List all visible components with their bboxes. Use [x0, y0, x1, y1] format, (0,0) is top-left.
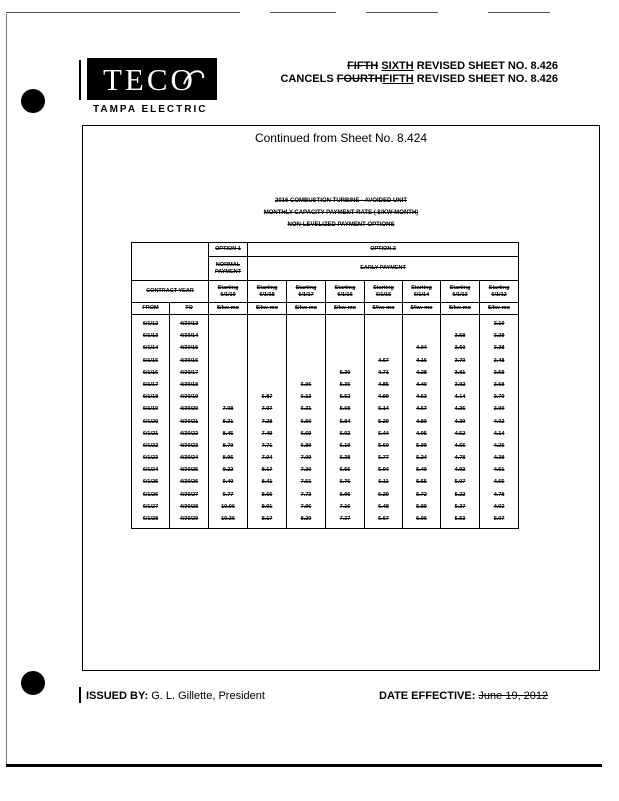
starting-header-3 — [326, 281, 365, 303]
table-cell: 4.71 — [378, 369, 389, 376]
table-cell: 6/1/22 — [142, 442, 159, 449]
table-cell: 5.94 — [378, 467, 389, 474]
table-cell: 6/1/21 — [142, 430, 159, 437]
table-cell: 8.96 — [222, 455, 234, 462]
table-cell: 4.02 — [493, 418, 505, 425]
table-cell: 3.19 — [493, 321, 505, 327]
unit-header-6: $/kw-mo — [441, 303, 480, 315]
table-cell: 6/1/12 — [142, 321, 159, 327]
table-cell — [209, 355, 247, 367]
table-cell — [209, 367, 247, 379]
table-cell: 3.38 — [493, 345, 505, 352]
table-cell: 6/1/20 — [142, 418, 159, 425]
unit-header-1: $/kw-mo — [248, 303, 287, 315]
table-cell: 8.91 — [261, 503, 273, 510]
unit-header-4: $/kw-mo — [365, 303, 403, 315]
table-cell: 5.24 — [416, 455, 427, 462]
logo-swoosh-icon — [181, 64, 207, 94]
table-cell — [365, 330, 402, 342]
issued-by — [86, 690, 265, 702]
table-cell: 7.09 — [300, 455, 312, 462]
table-cell: 3.48 — [493, 357, 505, 364]
table-cell — [365, 342, 402, 354]
table-cell: 9.49 — [222, 479, 234, 486]
unit-header-2: $/kw-mo — [287, 303, 326, 315]
cancels-line — [280, 73, 558, 85]
table-cell: 7.94 — [261, 455, 273, 462]
table-cell: 5.52 — [339, 394, 351, 401]
table-cell: 5.84 — [339, 418, 351, 425]
capacity-payment-table — [131, 242, 519, 529]
table-cell: 6.76 — [339, 479, 351, 486]
table-cell: 5.07 — [454, 479, 466, 486]
table-cell: 4.14 — [493, 430, 505, 437]
scan-top-rule-3 — [366, 12, 438, 13]
table-cell: 7.28 — [261, 418, 273, 425]
rate-column-5 — [403, 315, 441, 529]
table-cell: 4.38 — [493, 455, 505, 462]
table-cell — [248, 330, 286, 342]
starting-date: 6/1/16 — [337, 291, 353, 298]
scan-top-rule-1 — [6, 12, 240, 13]
rate-column-6 — [441, 315, 480, 529]
table-cell: 4/30/14 — [179, 333, 199, 340]
table-cell: 10.06 — [221, 503, 235, 510]
table-cell: 4.28 — [416, 369, 427, 376]
unit-header-0: $/kw-mo — [209, 303, 248, 315]
table-cell: 4.39 — [454, 418, 466, 425]
table-cell — [209, 379, 247, 391]
table-cell: 4.53 — [416, 394, 427, 401]
table-cell: 9.22 — [222, 467, 234, 474]
table-cell: 4/30/29 — [179, 516, 199, 522]
table-cell: 5.36 — [339, 381, 351, 388]
table-cell: 6.19 — [339, 442, 351, 449]
table-cell — [403, 318, 440, 330]
table-cell: 6.67 — [378, 516, 389, 522]
table-cell — [441, 318, 479, 330]
table-cell: 4.93 — [454, 467, 466, 474]
table-title-2: MONTHLY CAPACITY PAYMENT RATE ( $/KW-MONTH) — [263, 210, 419, 216]
option2-header: OPTION 2 — [248, 243, 519, 257]
table-cell: 4.92 — [493, 503, 505, 510]
table-cell: 10.36 — [221, 516, 235, 522]
issued-name: G. L. Gillette, President — [151, 690, 265, 702]
rate-column-7 — [480, 315, 519, 529]
table-cell: 5.53 — [454, 516, 466, 522]
starting-header-7 — [480, 281, 519, 303]
table-cell: 7.37 — [339, 516, 351, 522]
table-cell: 6.06 — [300, 381, 312, 388]
table-cell: 4/30/25 — [179, 467, 199, 474]
punch-hole-bottom — [21, 671, 45, 695]
table-cell: 4/30/16 — [179, 357, 199, 364]
table-cell: 8.17 — [261, 467, 273, 474]
table-cell: 4.26 — [493, 442, 505, 449]
table-cell: 6.13 — [300, 394, 312, 401]
table-cell: 6/1/26 — [142, 491, 159, 498]
table-cell — [326, 355, 364, 367]
footer-side-bar — [79, 687, 81, 703]
table-cell: 5.40 — [416, 467, 427, 474]
table-cell: 3.92 — [454, 381, 466, 388]
starting-label: Starting — [488, 285, 510, 292]
table-cell: 8.21 — [222, 418, 234, 425]
table-cell: 3.90 — [493, 406, 505, 413]
starting-header-5 — [403, 281, 441, 303]
table-cell: 4.26 — [454, 406, 466, 413]
table-cell — [326, 318, 364, 330]
from-header: FROM — [132, 303, 170, 315]
table-cell: 6/1/24 — [142, 467, 159, 474]
table-cell: 3.70 — [454, 357, 466, 364]
table-cell: 4.67 — [378, 357, 389, 364]
rate-column-1 — [248, 315, 287, 529]
table-cell: 3.81 — [454, 369, 466, 376]
table-cell: 6.87 — [261, 394, 273, 401]
table-cell: 7.30 — [300, 467, 312, 474]
table-cell: 6.50 — [300, 418, 312, 425]
starting-date: 6/1/15 — [375, 291, 392, 298]
table-cell: 4/30/13 — [179, 321, 199, 327]
table-cell: 6/1/17 — [142, 381, 159, 388]
table-cell: 3.58 — [493, 369, 505, 376]
normal-payment-header: NORMAL PAYMENT — [209, 257, 248, 281]
sheet-rest: REVISED SHEET NO. 8.426 — [416, 60, 558, 72]
table-cell — [248, 355, 286, 367]
table-cell: 8.41 — [261, 479, 273, 486]
table-cell: 4.67 — [416, 406, 427, 413]
table-cell: 4.14 — [454, 394, 466, 401]
cancels-label: CANCELS — [280, 73, 334, 85]
date-effective — [379, 690, 548, 702]
cancels-old: FOURTH — [336, 73, 383, 85]
table-cell: 4/30/26 — [179, 479, 199, 486]
table-cell: 7.73 — [300, 491, 312, 498]
table-cell: 7.96 — [300, 503, 312, 510]
table-cell: 6/1/14 — [142, 345, 159, 352]
table-cell — [209, 318, 247, 330]
starting-date: 6/1/18 — [259, 291, 275, 298]
table-cell: 4/30/22 — [179, 430, 199, 437]
table-cell: 4/30/23 — [179, 442, 199, 449]
table-cell: 3.68 — [493, 381, 505, 388]
punch-hole-top — [21, 89, 45, 113]
from-column — [132, 315, 170, 529]
table-cell — [209, 330, 247, 342]
table-cell: 5.22 — [454, 491, 466, 498]
unit-header-5: $/kw-mo — [403, 303, 441, 315]
sheet-new: SIXTH — [381, 60, 414, 72]
starting-header-0 — [209, 281, 248, 303]
table-cell: 4.40 — [416, 381, 427, 388]
table-cell — [403, 330, 440, 342]
table-cell: 9.77 — [222, 491, 234, 498]
table-cell: 3.58 — [454, 333, 466, 340]
table-cell: 4.04 — [416, 345, 427, 352]
starting-header-4 — [365, 281, 403, 303]
table-cell — [287, 367, 325, 379]
table-cell: 4.78 — [493, 491, 505, 498]
table-cell: 6.38 — [339, 455, 351, 462]
table-cell: 6/1/23 — [142, 455, 159, 462]
starting-date: 6/1/14 — [413, 291, 430, 298]
table-cell: 5.37 — [454, 503, 466, 510]
table-cell: 6.31 — [300, 406, 312, 413]
table-cell: 4.65 — [454, 442, 466, 449]
starting-header-2 — [287, 281, 326, 303]
logo-subtitle: TAMPA ELECTRIC — [93, 104, 208, 115]
table-cell: 7.16 — [339, 503, 351, 510]
logo-side-bar — [79, 60, 81, 100]
table-cell: 4.99 — [378, 394, 389, 401]
table-cell: 4/30/27 — [179, 491, 199, 498]
table-cell: 3.60 — [454, 345, 466, 352]
table-cell — [365, 318, 402, 330]
table-cell — [248, 342, 286, 354]
table-cell: 5.72 — [416, 491, 427, 498]
table-cell: 4/30/28 — [179, 503, 199, 510]
scan-top-rule-2 — [270, 12, 336, 13]
table-cell: 6.11 — [378, 479, 389, 486]
table-cell: 4.51 — [493, 467, 505, 474]
rate-column-3 — [326, 315, 365, 529]
table-cell: 5.89 — [416, 503, 427, 510]
table-cell: 4/30/15 — [179, 345, 199, 352]
to-column — [170, 315, 209, 529]
table-cell: 6/1/28 — [142, 516, 159, 522]
table-cell: 6/1/19 — [142, 406, 159, 413]
table-cell: 7.71 — [261, 442, 273, 449]
issued-label: ISSUED BY: — [86, 690, 149, 702]
table-cell: 6.29 — [378, 491, 389, 498]
scan-left-edge — [6, 14, 7, 766]
starting-label: Starting — [295, 285, 317, 292]
rate-column-0 — [209, 315, 248, 529]
table-title-3: NON-LEVELIZED PAYMENT OPTIONS — [287, 222, 395, 228]
sheet-old: FIFTH — [347, 60, 379, 72]
table-cell: 7.49 — [261, 430, 273, 437]
table-cell — [326, 342, 364, 354]
table-cell: 4.80 — [416, 418, 427, 425]
table-cell: 6.96 — [339, 491, 351, 498]
table-cell: 3.28 — [493, 333, 505, 340]
table-cell: 6.02 — [339, 430, 351, 437]
table-cell: 8.66 — [261, 491, 273, 498]
rate-column-2 — [287, 315, 326, 529]
table-cell: 6.69 — [300, 430, 312, 437]
table-cell — [209, 391, 247, 403]
table-cell — [287, 355, 325, 367]
table-cell: 8.70 — [222, 442, 234, 449]
starting-date: 6/1/12 — [491, 291, 507, 298]
table-cell: 5.55 — [416, 479, 427, 486]
table-cell: 5.68 — [339, 406, 351, 413]
cancels-new: FIFTH — [382, 73, 414, 85]
table-cell: 6/1/13 — [142, 333, 159, 340]
table-cell: 6/1/16 — [142, 369, 159, 376]
table-cell: 6.56 — [339, 467, 351, 474]
table-cell: 7.08 — [222, 406, 234, 413]
table-cell — [248, 367, 286, 379]
table-cell: 6.89 — [300, 442, 312, 449]
table-cell: 4.85 — [378, 381, 389, 388]
table-cell: 6/1/18 — [142, 394, 159, 401]
table-cell — [248, 379, 286, 391]
unit-header-7: $/kw-mo — [480, 303, 519, 315]
starting-label: Starting — [217, 285, 239, 292]
table-cell: 5.07 — [493, 516, 505, 522]
option1-header: OPTION 1 — [209, 243, 248, 257]
rate-column-4 — [365, 315, 403, 529]
starting-label: Starting — [373, 285, 394, 292]
table-cell: 4/30/24 — [179, 455, 199, 462]
table-cell: 4/30/20 — [179, 406, 199, 413]
table-cell: 6.48 — [378, 503, 389, 510]
table-cell — [248, 318, 286, 330]
to-header: TO — [170, 303, 209, 315]
starting-label: Starting — [334, 285, 356, 292]
starting-header-1 — [248, 281, 287, 303]
scan-top-rule-4 — [488, 12, 550, 13]
table-cell: 4.78 — [454, 455, 466, 462]
table-cell: 4/30/17 — [179, 369, 199, 376]
starting-label: Starting — [411, 285, 432, 292]
table-cell: 8.20 — [300, 516, 312, 522]
table-cell — [287, 342, 325, 354]
table-cell: 4.95 — [416, 430, 427, 437]
table-cell: 5.09 — [416, 442, 427, 449]
table-cell: 5.77 — [378, 455, 389, 462]
starting-label: Starting — [256, 285, 278, 292]
cancels-rest: REVISED SHEET NO. 8.426 — [416, 73, 558, 85]
table-cell: 4.16 — [416, 357, 427, 364]
table-cell: 8.17 — [261, 516, 273, 522]
table-cell: 3.79 — [493, 394, 505, 401]
table-cell: 5.29 — [378, 418, 389, 425]
table-cell — [209, 342, 247, 354]
table-cell: 6.06 — [416, 516, 427, 522]
table-cell: 4/30/21 — [179, 418, 199, 425]
table-title-1: 2016 COMBUSTION TURBINE - AVOIDED UNIT — [274, 198, 407, 204]
continued-note: Continued from Sheet No. 8.424 — [254, 131, 428, 145]
sheet-number — [347, 60, 558, 72]
table-cell: 5.44 — [378, 430, 389, 437]
table-cell: 4/30/19 — [179, 394, 199, 401]
logo-text: TECO — [103, 62, 196, 97]
table-cell: 7.51 — [300, 479, 312, 486]
table-cell — [287, 318, 325, 330]
date-label: DATE EFFECTIVE: — [379, 690, 476, 702]
table-cell: 4/30/18 — [179, 381, 199, 388]
starting-date: 6/1/13 — [452, 291, 468, 298]
table-cell: 6/1/25 — [142, 479, 159, 486]
table-cell — [287, 330, 325, 342]
table-cell: 4.52 — [454, 430, 466, 437]
teco-logo — [87, 58, 217, 100]
starting-header-6 — [441, 281, 480, 303]
early-payment-header: EARLY PAYMENT — [248, 257, 519, 281]
table-cell: 6/1/27 — [142, 503, 159, 510]
table-cell: 5.30 — [339, 369, 351, 376]
starting-date: 6/1/17 — [298, 291, 314, 298]
table-cell: 5.14 — [378, 406, 389, 413]
date-value: June 19, 2012 — [478, 690, 549, 702]
scan-bottom-rule — [6, 764, 602, 767]
table-cell: 4.65 — [493, 479, 505, 486]
starting-label: Starting — [449, 285, 471, 292]
table-cell: 8.45 — [222, 430, 234, 437]
table-cell — [326, 330, 364, 342]
unit-header-3: $/kw-mo — [326, 303, 365, 315]
table-cell: 6/1/15 — [142, 357, 159, 364]
corner-cell — [132, 243, 209, 281]
contract-year-header: CONTRACT YEAR — [132, 281, 209, 303]
table-cell: 7.07 — [261, 406, 273, 413]
table-cell: 5.60 — [378, 442, 389, 449]
starting-date: 6/1/19 — [220, 291, 236, 298]
